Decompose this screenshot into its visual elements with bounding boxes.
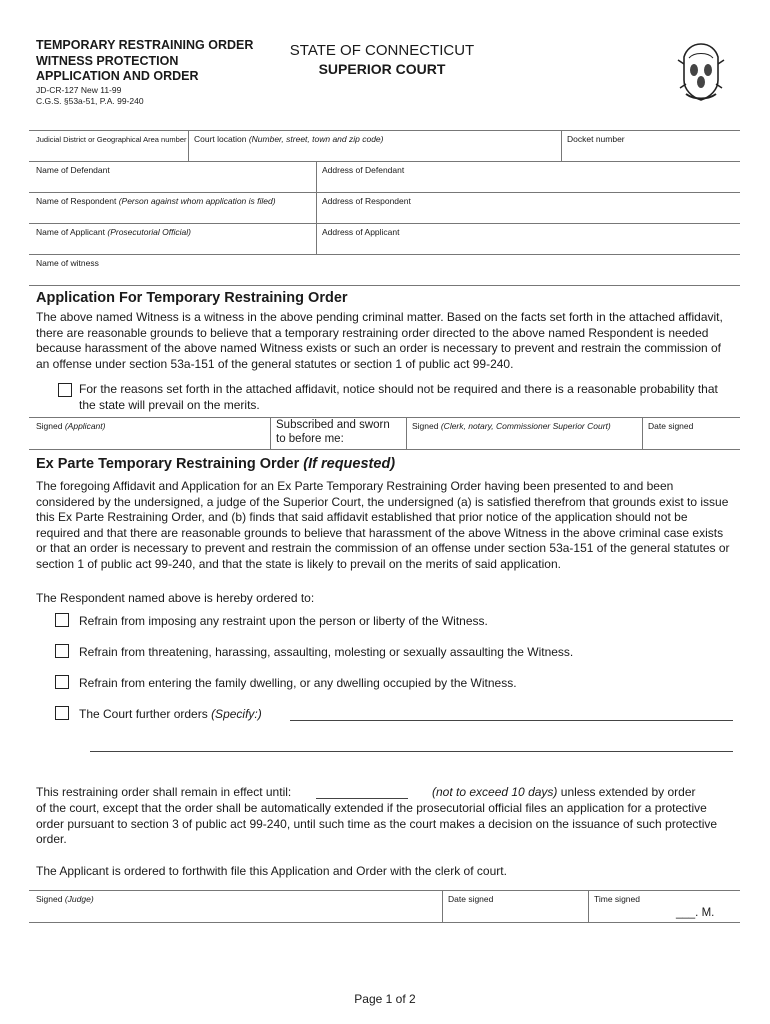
- order-text-further: The Court further orders (Specify:): [79, 707, 262, 721]
- application-body: The above named Witness is a witness in the above pending criminal matter. Based on the facts set forth in the attached affidavit, there are reasonable grounds to believe that a temporary restraining order directed to the above named Respondent is needed because harassment of the above named Witness exists or such an order is necessary to prevent and restrain the commission of an offense under section 53a-151 of the general statutes or section 1 of public act 99-240.: [36, 310, 723, 371]
- order-checkbox-further[interactable]: [55, 706, 69, 720]
- judge-signature-label: Signed (Judge): [36, 894, 94, 904]
- effect-extension-text: of the court, except that the order shall be automatically extended if the prosecutorial official files an application for a protective order pursuant to section 3 of public act 99-240, until such time as the court makes a decision on the issuance of such protective order.: [36, 801, 718, 846]
- state-name: STATE OF CONNECTICUT: [289, 42, 475, 59]
- state-seal-icon: [672, 40, 730, 102]
- form-meta: [36, 85, 144, 107]
- order-checkbox-restraint[interactable]: [55, 613, 69, 627]
- defendant-address-label: Address of Defendant: [322, 165, 405, 175]
- notice-not-required-text: For the reasons set forth in the attached affidavit, notice should not be required and there is a reasonable probability that the state will prevail on the merits.: [79, 382, 718, 412]
- application-date-signed-label: Date signed: [648, 421, 694, 431]
- title-line: TEMPORARY RESTRAINING ORDER: [36, 38, 254, 52]
- statute-reference: C.G.S. §53a-51, P.A. 99-240: [36, 96, 144, 106]
- notice-not-required-checkbox[interactable]: [58, 383, 72, 397]
- page-number: Page 1 of 2: [354, 992, 416, 1006]
- order-text-dwelling: Refrain from entering the family dwelling, or any dwelling occupied by the Witness.: [79, 676, 517, 690]
- respondent-address-label: Address of Respondent: [322, 196, 411, 206]
- ex-parte-heading: Ex Parte Temporary Restraining Order (If requested): [36, 456, 396, 472]
- effect-limit: (not to exceed 10 days) unless extended by order: [432, 785, 696, 799]
- order-checkbox-harassment[interactable]: [55, 644, 69, 658]
- application-heading: Application For Temporary Restraining Order: [36, 290, 348, 306]
- judge-time-signed-label: Time signed: [594, 894, 640, 904]
- order-text-harassment: Refrain from threatening, harassing, assaulting, molesting or sexually assaulting the Witness.: [79, 645, 574, 659]
- applicant-address-label: Address of Applicant: [322, 227, 400, 237]
- court-name: SUPERIOR COURT: [318, 61, 446, 77]
- judge-date-signed-label: Date signed: [448, 894, 494, 904]
- subscribed-sworn-label: Subscribed and sworn to before me:: [276, 419, 390, 445]
- applicant-name-label: Name of Applicant (Prosecutorial Official): [36, 227, 191, 237]
- witness-name-label: Name of witness: [36, 258, 99, 268]
- form-number: JD-CR-127 New 11-99: [36, 85, 122, 95]
- title-line: APPLICATION AND ORDER: [36, 69, 199, 83]
- further-orders-line[interactable]: [290, 720, 733, 721]
- court-location-label: Court location (Number, street, town and zip code): [194, 134, 384, 144]
- docket-number-label: Docket number: [567, 134, 625, 144]
- district-label: Judicial District or Geographical Area number: [36, 135, 187, 144]
- court-heading: [287, 42, 477, 79]
- respondent-name-label: Name of Respondent (Person against whom application is filed): [36, 196, 276, 206]
- title-line: WITNESS PROTECTION: [36, 53, 179, 68]
- effect-until-label: This restraining order shall remain in effect until:: [36, 785, 292, 799]
- order-text-restraint: Refrain from imposing any restraint upon the person or liberty of the Witness.: [79, 614, 488, 628]
- order-checkbox-dwelling[interactable]: [55, 675, 69, 689]
- clerk-signature-label: Signed (Clerk, notary, Commissioner Superior Court): [412, 421, 611, 431]
- defendant-name-label: Name of Defendant: [36, 165, 110, 175]
- ordered-intro: The Respondent named above is hereby ordered to:: [36, 591, 315, 605]
- applicant-signature-label: Signed (Applicant): [36, 421, 106, 431]
- effect-until-line[interactable]: [316, 798, 408, 799]
- form-title: [36, 38, 253, 85]
- ex-parte-body: The foregoing Affidavit and Application for an Ex Parte Temporary Restraining Order having been presented to and been considered by the undersigned, a judge of the Superior Court, the undersigned (a) is satisfied therefrom that grounds exist to issue this Ex Parte Restraining Order, and (b) finds that said affidavit established that prior notice of the application should not be required and that there are reasonable grounds to believe that harassment of the above Witness in the above criminal case exists or that an order is necessary to prevent and restrain the commission of an offense under section 53a-151 of the general statutes or section 1 of public act 99-240, and that the state is likely to prevail on the merits of said application.: [36, 479, 730, 571]
- am-pm-field[interactable]: ___. M.: [676, 907, 715, 919]
- file-clause: The Applicant is ordered to forthwith file this Application and Order with the clerk of court.: [36, 864, 507, 878]
- further-orders-line-2[interactable]: [90, 751, 733, 752]
